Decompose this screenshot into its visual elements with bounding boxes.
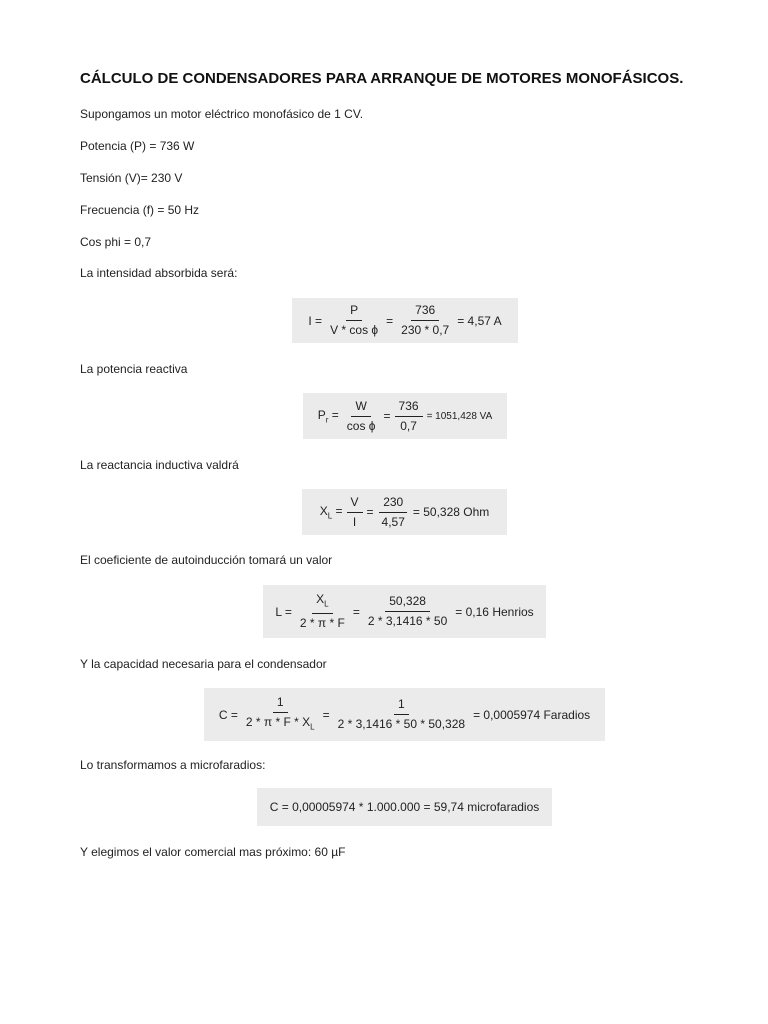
- intensity-lhs: I =: [308, 313, 323, 328]
- reactance-fraction-1: [347, 495, 363, 530]
- inductance-numerator-symbol: X: [316, 591, 325, 606]
- capacity-lhs: C =: [218, 707, 238, 722]
- inductance-formula: [263, 585, 546, 638]
- reactive-fraction-1-numerator: W: [351, 399, 370, 417]
- frequency-text: Frecuencia (f) = 50 Hz: [80, 203, 200, 217]
- capacity-result: = 0,0005974 Faradios: [473, 707, 591, 722]
- inductance-fraction-1: [296, 592, 349, 631]
- reactive-lhs: [318, 408, 339, 424]
- intensity-intro-text: La intensidad absorbida será:: [80, 266, 238, 280]
- inductance-fraction-2-denominator: 2 * 3,1416 * 50: [367, 614, 448, 628]
- capacity-fraction-1-numerator: 1: [273, 695, 288, 713]
- inductance-lhs: L =: [275, 604, 292, 619]
- inductance-fraction-1-denominator: 2 * π * F: [299, 616, 345, 631]
- reactive-fraction-1-denominator: cos ϕ: [346, 418, 376, 433]
- reactive-intro-text: La potencia reactiva: [80, 362, 188, 376]
- reactive-result: = 1051,428 VA: [426, 410, 493, 422]
- reactance-fraction-2-numerator: 230: [379, 495, 407, 513]
- reactance-formula: [302, 489, 507, 535]
- reactive-lhs-symbol: P: [317, 407, 326, 422]
- inductance-intro-text: El coeficiente de autoinducción tomará un valor: [80, 553, 333, 567]
- capacity-denominator-subscript: L: [310, 722, 315, 732]
- reactive-fraction-2-denominator: 0,7: [400, 418, 417, 433]
- reactance-lhs-equals: =: [335, 503, 343, 518]
- intensity-fraction-1-denominator: V * cos ϕ: [330, 323, 379, 337]
- intensity-fraction-2-numerator: 736: [411, 303, 439, 321]
- intensity-fraction-1-numerator: P: [346, 303, 362, 321]
- microfarads-formula: [257, 788, 552, 826]
- reactive-fraction-2-numerator: 736: [395, 399, 423, 417]
- reactive-fraction-1: [343, 399, 380, 434]
- reactance-fraction-1-denominator: I: [352, 514, 357, 529]
- cosphi-text: Cos phi = 0,7: [80, 235, 152, 249]
- microfarads-expression: C = 0,00005974 * 1.000.000 = 59,74 microfaradios: [269, 800, 540, 814]
- inductance-numerator-subscript: L: [324, 599, 329, 609]
- choice-text: Y elegimos el valor comercial mas próximo: 60 µF: [80, 845, 346, 859]
- reactive-lhs-equals: =: [331, 407, 339, 422]
- intensity-formula: [292, 298, 518, 343]
- intensity-fraction-2-denominator: 230 * 0,7: [401, 323, 450, 337]
- inductance-result: = 0,16 Henrios: [455, 604, 534, 619]
- intensity-equals: =: [386, 313, 394, 328]
- inductance-fraction-1-numerator: [312, 592, 332, 614]
- reactance-equals: =: [366, 505, 374, 519]
- capacity-formula: [204, 688, 605, 741]
- reactance-result: = 50,328 Ohm: [412, 505, 490, 519]
- capacity-fraction-2-numerator: 1: [394, 697, 409, 715]
- capacity-denominator-expression: 2 * π * F * X: [245, 714, 311, 729]
- capacity-fraction-1: [242, 695, 319, 734]
- intensity-fraction-2: [397, 303, 453, 338]
- intro-text: Supongamos un motor eléctrico monofásico de 1 CV.: [80, 107, 364, 121]
- reactance-lhs-subscript: L: [327, 511, 333, 521]
- reactance-fraction-2: [378, 495, 409, 530]
- reactance-lhs: [320, 504, 343, 520]
- inductance-fraction-2-numerator: 50,328: [385, 594, 430, 612]
- intensity-result: = 4,57 A: [457, 313, 502, 328]
- inductance-equals: =: [352, 604, 360, 619]
- intensity-fraction-1: [326, 303, 382, 338]
- reactance-fraction-2-denominator: 4,57: [381, 514, 405, 529]
- capacity-equals: =: [322, 707, 330, 722]
- inductance-fraction-2: [364, 594, 451, 629]
- reactive-lhs-subscript: r: [325, 415, 329, 425]
- capacity-intro-text: Y la capacidad necesaria para el condensador: [80, 657, 327, 671]
- reactance-intro-text: La reactancia inductiva valdrá: [80, 458, 239, 472]
- reactive-equals: =: [383, 409, 391, 423]
- reactance-lhs-symbol: X: [319, 503, 328, 518]
- reactance-fraction-1-numerator: V: [347, 495, 363, 513]
- voltage-text: Tensión (V)= 230 V: [80, 171, 183, 185]
- capacity-fraction-2-denominator: 2 * 3,1416 * 50 * 50,328: [337, 717, 466, 731]
- capacity-fraction-2: [334, 697, 469, 732]
- reactive-formula: [303, 393, 507, 439]
- capacity-fraction-1-denominator: [242, 713, 319, 734]
- page-title: CÁLCULO DE CONDENSADORES PARA ARRANQUE DE MOTORES MONOFÁSICOS.: [80, 70, 684, 87]
- reactive-fraction-2: [395, 399, 423, 434]
- micro-intro-text: Lo transformamos a microfaradios:: [80, 758, 266, 772]
- power-text: Potencia (P) = 736 W: [80, 139, 195, 153]
